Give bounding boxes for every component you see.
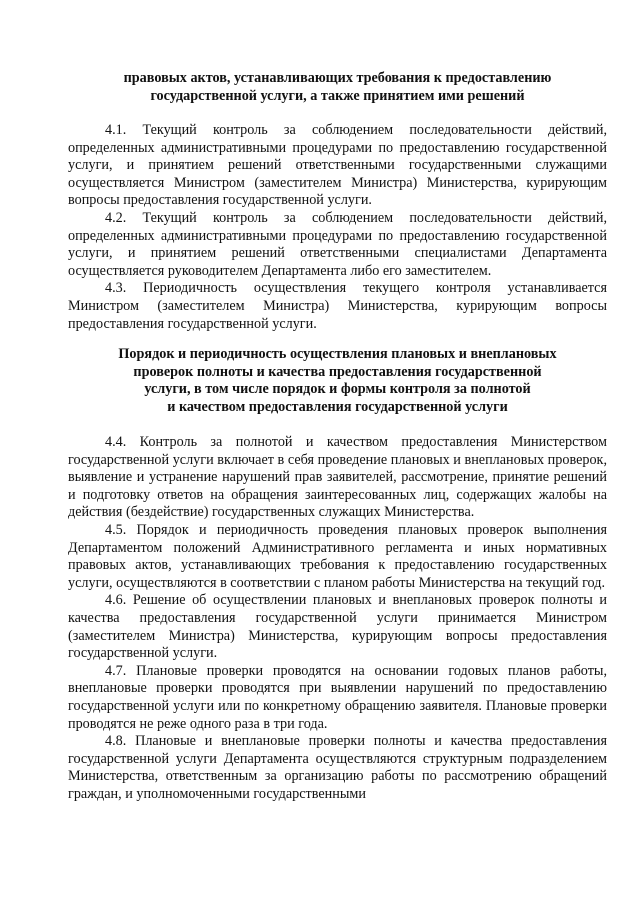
- heading-line: Порядок и периодичность осуществления плановых и внеплановых: [118, 346, 557, 362]
- paragraph-4-3: 4.3. Периодичность осуществления текущего контроля устанавливается Министром (заместителем Министра) Министерства, курирующим вопросы предоставления государственной услуги.: [68, 280, 607, 332]
- section-current-control: [68, 122, 607, 333]
- heading-line: проверок полноты и качества предоставления государственной: [133, 363, 542, 380]
- paragraph-4-8: 4.8. Плановые и внеплановые проверки полноты и качества предоставления государственной услуги Департамента осуществляются структурным подразделением Министерства, ответственным за организацию работы по рассмотрению обращений граждан, и уполномоченными государственными: [68, 733, 607, 802]
- section-inspections: [68, 434, 607, 803]
- heading-line: правовых актов, устанавливающих требования к предоставлению: [123, 70, 552, 86]
- paragraph-4-1: 4.1. Текущий контроль за соблюдением последовательности действий, определенных административными процедурами по предоставлению государственной услуги, и принятием решений ответственными государственными служащими осуществляется Министром (заместителем Министра) Министерства, курирующим вопросы предоставления государственной услуги.: [68, 122, 607, 209]
- paragraph-4-7: 4.7. Плановые проверки проводятся на основании годовых планов работы, внеплановые проверки проводятся при выявлении нарушений по предоставлению государственной услуги или по конкретному обращению заявителя. Плановые проверки проводятся не реже одного раза в три года.: [68, 662, 607, 732]
- paragraph-4-5: 4.5. Порядок и периодичность проведения плановых проверок выполнения Департаментом положений Административного регламента и иных нормативных правовых актов, устанавливающих требования к предоставлению государственных услуги, осуществляются в соответствии с планом работы Министерства на текущий год.: [68, 521, 607, 591]
- paragraph-4-6: 4.6. Решение об осуществлении плановых и внеплановых проверок полноты и качества предоставления государственной услуги принимается Министром (заместителем Министра) Министерства, курирующим вопросы предоставления государственной услуги.: [68, 592, 607, 662]
- section-heading-continuation: [68, 70, 607, 105]
- section-heading-inspections: [68, 346, 607, 416]
- heading-line: услуги, в том числе порядок и формы контроля за полнотой: [144, 381, 531, 398]
- paragraph-4-4: 4.4. Контроль за полнотой и качеством предоставления Министерством государственной услуги включает в себя проведение плановых и внеплановых проверок, выявление и устранение нарушений прав заявителей, рассмотрение, принятие решений и подготовку ответов на обращения заинтересованных лиц, содержащих жалобы на действия (бездействие) государственных служащих Министерства.: [68, 434, 607, 521]
- heading-line: и качеством предоставления государственной услуги: [167, 398, 508, 415]
- paragraph-4-2: 4.2. Текущий контроль за соблюдением последовательности действий, определенных административными процедурами по предоставлению государственной услуги, и принятием решений ответственными специалистами Департамента осуществляется руководителем Департамента либо его заместителем.: [68, 209, 607, 279]
- heading-line: государственной услуги, а также принятием ими решений: [150, 87, 525, 104]
